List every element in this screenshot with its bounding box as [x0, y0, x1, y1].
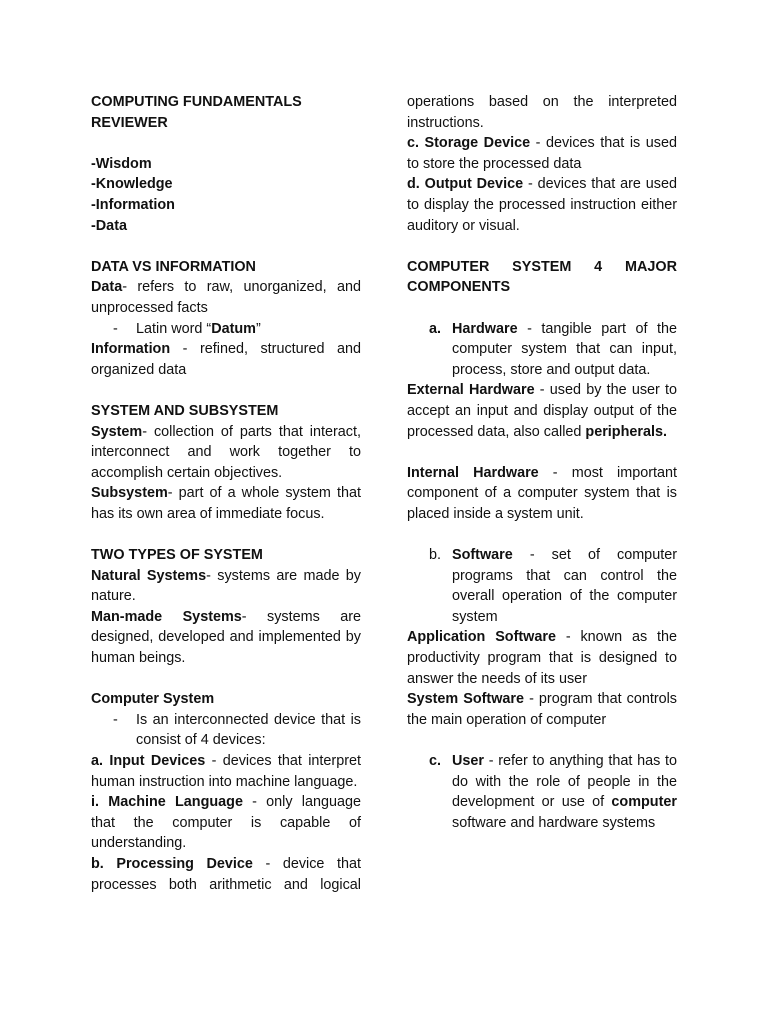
- section-heading-system: SYSTEM AND SUBSYSTEM: [91, 402, 279, 419]
- term-storage-device: c. Storage Device: [407, 135, 531, 152]
- term-output-device: d. Output Device: [407, 176, 524, 193]
- left-column: [91, 92, 361, 895]
- term-natural-systems: Natural Systems: [91, 567, 207, 584]
- natural-systems-definition: Natural Systems- systems are made by nature.: [91, 567, 362, 605]
- list-marker: c.: [429, 753, 442, 769]
- system-software-definition: System Software - program that controls the main operation of computer: [407, 691, 678, 728]
- term-data: Data: [91, 279, 123, 296]
- list-marker: a.: [429, 320, 442, 337]
- processing-device-definition: b. Processing Device - device that processes both arithmetic and logical: [91, 855, 361, 893]
- term-software: Software: [452, 547, 513, 564]
- term-input-devices: a. Input Devices: [91, 753, 206, 769]
- section-heading-types-of-system: TWO TYPES OF SYSTEM: [91, 547, 263, 564]
- hierarchy-item-data: -Data: [91, 217, 127, 234]
- term-information: Information: [91, 341, 171, 358]
- term-user: User: [452, 753, 484, 769]
- term-processing-device: b. Processing Device: [91, 855, 253, 872]
- term-computer: computer: [611, 794, 677, 811]
- external-hardware-definition: External Hardware - used by the user to accept an input and display output of the processed data, also called peripherals.: [407, 382, 678, 440]
- data-definition: Data- refers to raw, unorganized, and unprocessed facts: [91, 279, 361, 316]
- term-system-software: System Software: [407, 691, 525, 708]
- computer-system-description: - Is an interconnected device that is consist of 4 devices:: [91, 710, 361, 751]
- storage-device-definition: c. Storage Device - devices that is used to store the processed data: [407, 135, 677, 172]
- term-manmade-systems: Man-made Systems: [91, 608, 242, 625]
- application-software-definition: Application Software - known as the productivity program that is designed to answer the needs of its user: [407, 629, 677, 687]
- hierarchy-item-wisdom: -Wisdom: [91, 155, 152, 172]
- hierarchy-item-knowledge: -Knowledge: [91, 176, 173, 193]
- section-heading-data-vs-information: DATA VS INFORMATION: [91, 258, 256, 275]
- component-hardware: a. Hardware - tangible part of the computer system that can input, process, store and output data.: [407, 319, 677, 381]
- term-system: System: [91, 423, 143, 440]
- component-software: b. Software - set of computer programs that can control the overall operation of the computer system: [407, 545, 677, 627]
- term-machine-language: i. Machine Language: [91, 794, 243, 811]
- machine-language-definition: i. Machine Language - only language that the computer is capable of understanding.: [91, 794, 361, 852]
- document-title: COMPUTING FUNDAMENTALS REVIEWER: [91, 94, 302, 131]
- dash-bullet: -: [113, 711, 118, 728]
- system-definition: System- collection of parts that interact, interconnect and work together to accomplish certain objectives.: [91, 423, 361, 481]
- component-user: c. User - refer to anything that has to do with the role of people in the development or use of computer software and hardware systems: [407, 751, 677, 833]
- hierarchy-item-information: -Information: [91, 196, 175, 213]
- section-heading-computer-system: Computer System: [91, 691, 215, 708]
- term-peripherals: peripherals.: [585, 423, 667, 440]
- processing-device-continued: operations based on the interpreted instructions.: [407, 94, 677, 131]
- section-heading-major-components: COMPUTER SYSTEM 4 MAJOR COMPONENTS: [407, 258, 677, 296]
- term-hardware: Hardware: [452, 320, 518, 337]
- list-marker: b.: [429, 547, 442, 564]
- latin-word-item: - Latin word “Datum”: [91, 319, 361, 340]
- term-internal-hardware: Internal Hardware: [407, 464, 539, 481]
- input-devices-definition: a. Input Devices - devices that interpret human instruction into machine language.: [91, 753, 361, 790]
- right-column: [407, 92, 677, 833]
- term-subsystem: Subsystem: [91, 485, 168, 502]
- internal-hardware-definition: Internal Hardware - most important component of a computer system that is placed inside a system unit.: [407, 464, 677, 522]
- term-application-software: Application Software: [407, 629, 556, 646]
- output-device-definition: d. Output Device - devices that are used to display the processed instruction either auditory or visual.: [407, 176, 677, 234]
- subsystem-definition: Subsystem- part of a whole system that has its own area of immediate focus.: [91, 485, 361, 522]
- manmade-systems-definition: Man-made Systems- systems are designed, developed and implemented by human beings.: [91, 608, 361, 667]
- dash-bullet: -: [113, 320, 118, 337]
- information-definition: Information - refined, structured and organized data: [91, 341, 361, 378]
- term-external-hardware: External Hardware: [407, 382, 535, 399]
- term-datum: Datum: [211, 320, 256, 337]
